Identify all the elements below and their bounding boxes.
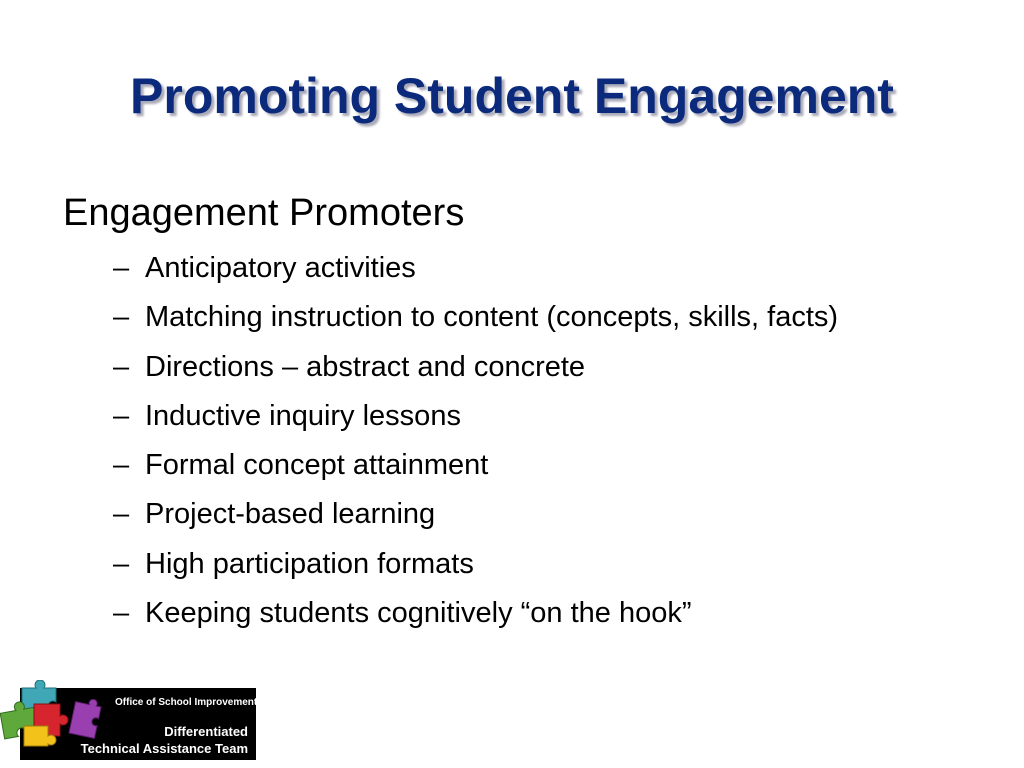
bullet-text: Formal concept attainment	[145, 449, 489, 482]
logo-office-text: Office of School Improvement	[115, 697, 258, 708]
dash-marker: –	[113, 399, 130, 432]
logo-line1: Differentiated	[164, 724, 248, 739]
bullet-item	[113, 392, 1003, 441]
bullet-text: Inductive inquiry lessons	[145, 399, 461, 432]
dash-marker: –	[113, 498, 130, 531]
bullet-list	[63, 244, 1003, 638]
puzzle-pieces-icon	[0, 680, 110, 750]
dash-marker: –	[113, 597, 130, 630]
bullet-text: Anticipatory activities	[145, 252, 416, 284]
bullet-item	[113, 293, 1003, 342]
bullet-item	[113, 490, 1003, 539]
section-heading: Engagement Promoters	[63, 192, 465, 234]
bullet-item	[113, 441, 1003, 490]
dash-marker: –	[113, 252, 130, 284]
dash-marker: –	[113, 547, 130, 580]
bullet-text: Directions – abstract and concrete	[145, 350, 586, 383]
slide-content	[63, 188, 1003, 638]
bullet-text: Project-based learning	[145, 498, 436, 531]
bullet-text: High participation formats	[145, 547, 474, 580]
bullet-item	[113, 244, 1003, 293]
dash-marker: –	[113, 449, 130, 482]
slide-title: Promoting Student Engagement	[130, 68, 894, 124]
bullet-item	[113, 540, 1003, 589]
bullet-text: Keeping students cognitively “on the hook”	[145, 597, 692, 630]
team-logo	[0, 680, 258, 762]
bullet-text: Matching instruction to content (concepts, skills, facts)	[145, 301, 839, 334]
bullet-item	[113, 343, 1003, 392]
logo-line2: Technical Assistance Team	[80, 741, 248, 756]
dash-marker: –	[113, 350, 130, 383]
dash-marker: –	[113, 301, 130, 334]
bullet-item	[113, 589, 1003, 638]
